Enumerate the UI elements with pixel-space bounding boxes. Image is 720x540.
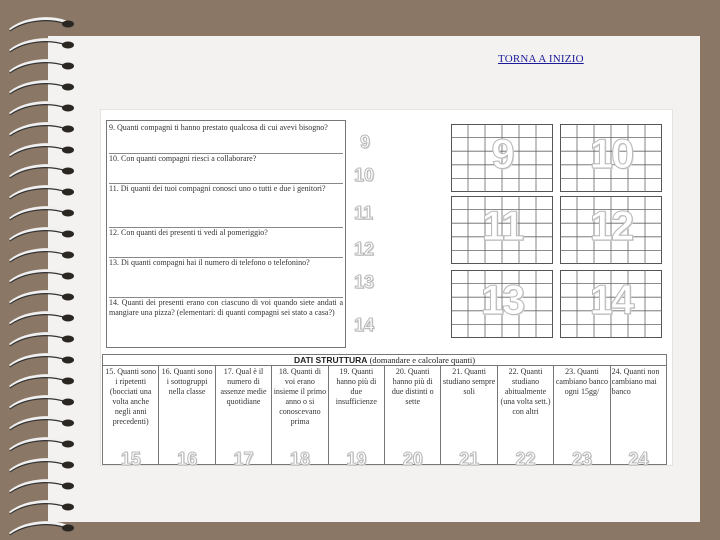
grid-14: 14 (560, 270, 662, 338)
structure-column-21: 21. Quanti studiano sempre soli 21 (441, 366, 497, 464)
structure-column-20: 20. Quanti hanno più di due distinti o sette 20 (385, 366, 441, 464)
structure-column-24: 24. Quanti non cambiano mai banco 24 (611, 367, 660, 469)
grid-9: 9 (451, 124, 553, 192)
question-11: 11. Di quanti dei tuoi compagni conosci uno o tutti e due i genitori? (109, 183, 343, 228)
answer-number-13: 13 (354, 272, 375, 292)
structure-column-17: 17. Qual è il numero di assenze medie quotidiane 17 (216, 366, 272, 464)
structure-data-table (102, 354, 667, 469)
answer-number-14: 14 (354, 315, 375, 335)
grid-11: 11 (451, 196, 553, 264)
structure-column-15: 15. Quanti sono i ripetenti (bocciati una volta anche negli anni precedenti) 15 (103, 366, 159, 464)
answer-number-11: 11 (354, 203, 374, 223)
question-14: 14. Quanti dei presenti erano con ciascuno di voi quando siete andati a mangiare una pizza? (elementari: di quanti compagni sei stato a casa?) (109, 297, 343, 346)
grid-13: 13 (451, 270, 553, 338)
answer-number-9: 9 (360, 132, 371, 152)
structure-column-16: 16. Quanti sono i sottogruppi nella classe 16 (159, 366, 215, 464)
answer-number-10: 10 (354, 165, 375, 185)
question-13: 13. Di quanti compagni hai il numero di telefono o telefonino? (109, 257, 343, 298)
grid-10: 10 (560, 124, 662, 192)
question-10: 10. Con quanti compagni riesci a collaborare? (109, 153, 343, 184)
question-9: 9. Quanti compagni ti hanno prestato qualcosa di cui avevi bisogno? (109, 123, 328, 132)
structure-table-title: DATI STRUTTURA (domandare e calcolare quanti) (102, 354, 667, 366)
structure-column-23: 23. Quanti cambiano banco ogni 15gg/ 23 (554, 366, 610, 464)
back-to-start-link[interactable]: TORNA A INIZIO (498, 53, 584, 65)
answer-number-12: 12 (354, 239, 375, 259)
structure-column-18: 18. Quanti di voi erano insieme il primo anno o si conoscevano prima 18 (272, 366, 328, 464)
questions-box (106, 120, 346, 348)
question-12: 12. Con quanti dei presenti ti vedi al pomeriggio? (109, 227, 343, 258)
spiral-binding (0, 0, 80, 540)
grid-12: 12 (560, 196, 662, 264)
structure-column-22: 22. Quanti studiano abitualmente (una volta sett.) con altri 22 (498, 366, 554, 464)
structure-column-19: 19. Quanti hanno più di due insufficienze 19 (329, 366, 385, 464)
